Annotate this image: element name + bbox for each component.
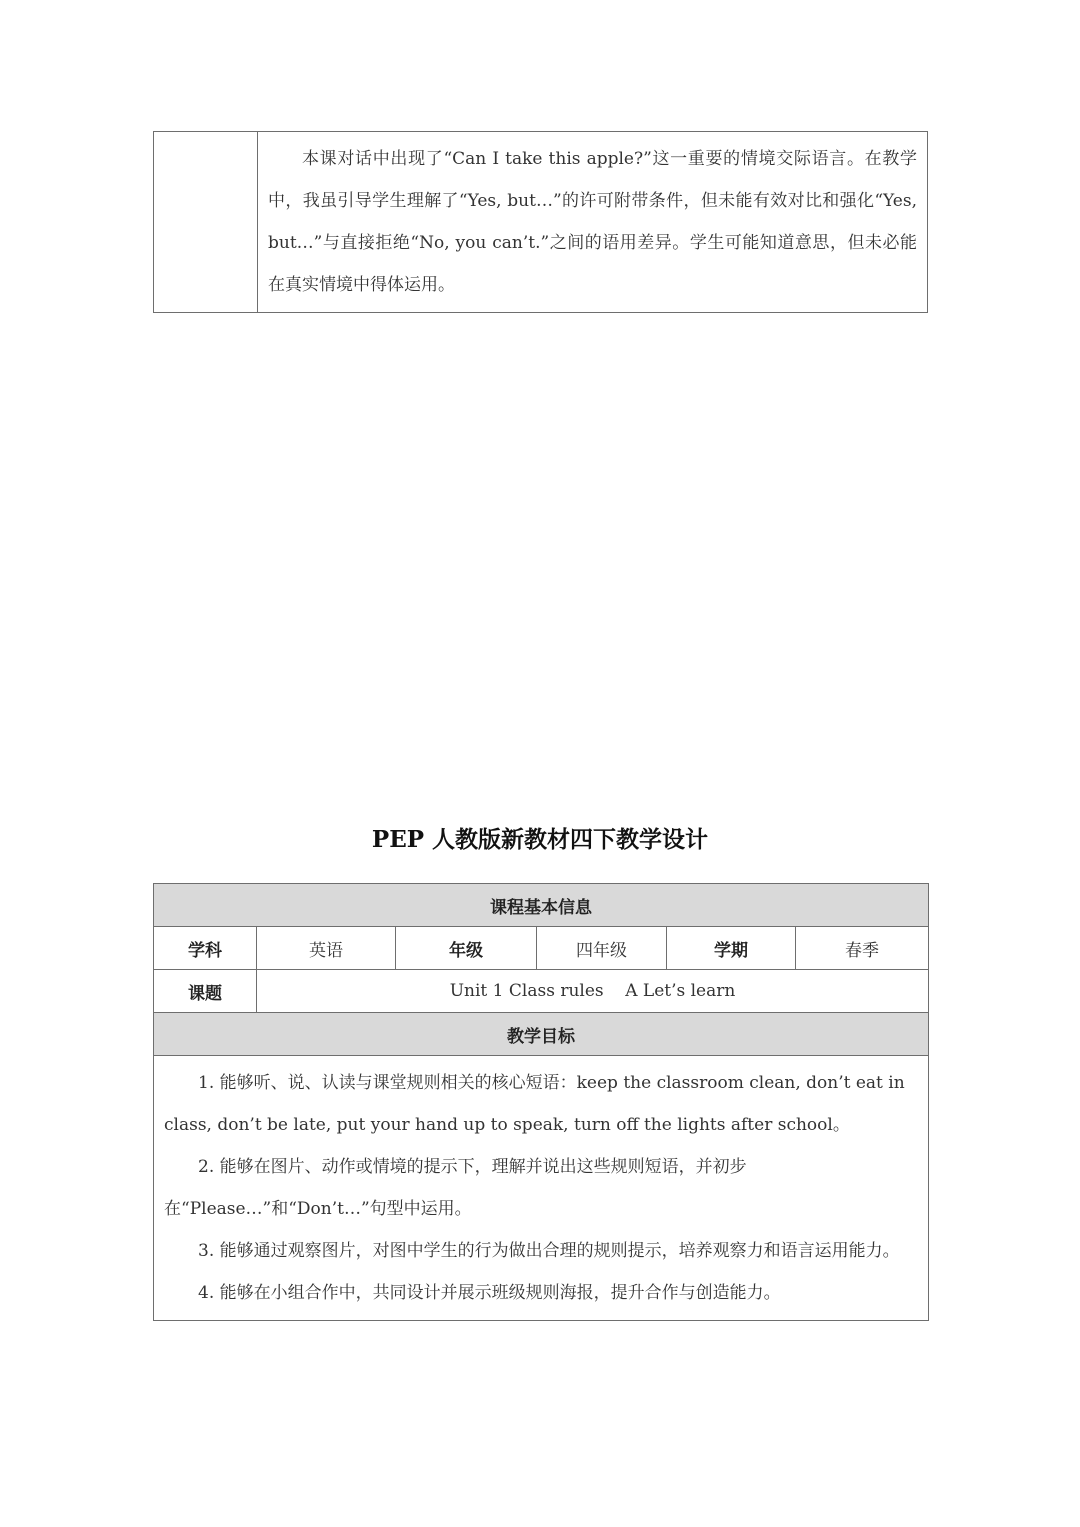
reflection-text-cell bbox=[258, 132, 928, 313]
subject-label: 学科 bbox=[154, 927, 257, 970]
objective-item: 3. 能够通过观察图片，对图中学生的行为做出合理的规则提示，培养观察力和语言运用能力。 bbox=[198, 1241, 900, 1261]
objectives-header: 教学目标 bbox=[154, 1013, 929, 1056]
page-title: PEP 人教版新教材四下教学设计 bbox=[371, 826, 709, 853]
topic-label: 课题 bbox=[154, 970, 257, 1013]
topic-value: Unit 1 Class rules A Let’s learn bbox=[257, 970, 929, 1013]
objective-item: 4. 能够在小组合作中，共同设计并展示班级规则海报，提升合作与创造能力。 bbox=[198, 1283, 781, 1303]
course-info-header: 课程基本信息 bbox=[154, 884, 929, 927]
subject-value: 英语 bbox=[257, 927, 396, 970]
term-value: 春季 bbox=[796, 927, 929, 970]
objective-item: 1. 能够听、说、认读与课堂规则相关的核心短语：keep the classroom clean, don’t eat in class, don’t be late, put your hand up to speak, turn off the lights after school。 bbox=[164, 1073, 905, 1135]
grade-value: 四年级 bbox=[537, 927, 667, 970]
grade-label: 年级 bbox=[396, 927, 537, 970]
reflection-label-cell bbox=[154, 132, 258, 313]
objectives-cell bbox=[154, 1056, 929, 1321]
reflection-text: 本课对话中出现了“Can I take this apple?”这一重要的情境交际语言。在教学中，我虽引导学生理解了“Yes, but…”的许可附带条件，但未能有效对比和强化“Yes, but…”与直接拒绝“No, you can’t.”之间的语用差异。学生可能知道意思，但未必能在真实情境中得体运用。 bbox=[268, 149, 917, 295]
objective-item: 2. 能够在图片、动作或情境的提示下，理解并说出这些规则短语，并初步在“Please…”和“Don’t…”句型中运用。 bbox=[164, 1157, 747, 1219]
course-info-table bbox=[153, 883, 929, 1321]
reflection-table bbox=[153, 131, 928, 313]
term-label: 学期 bbox=[667, 927, 796, 970]
